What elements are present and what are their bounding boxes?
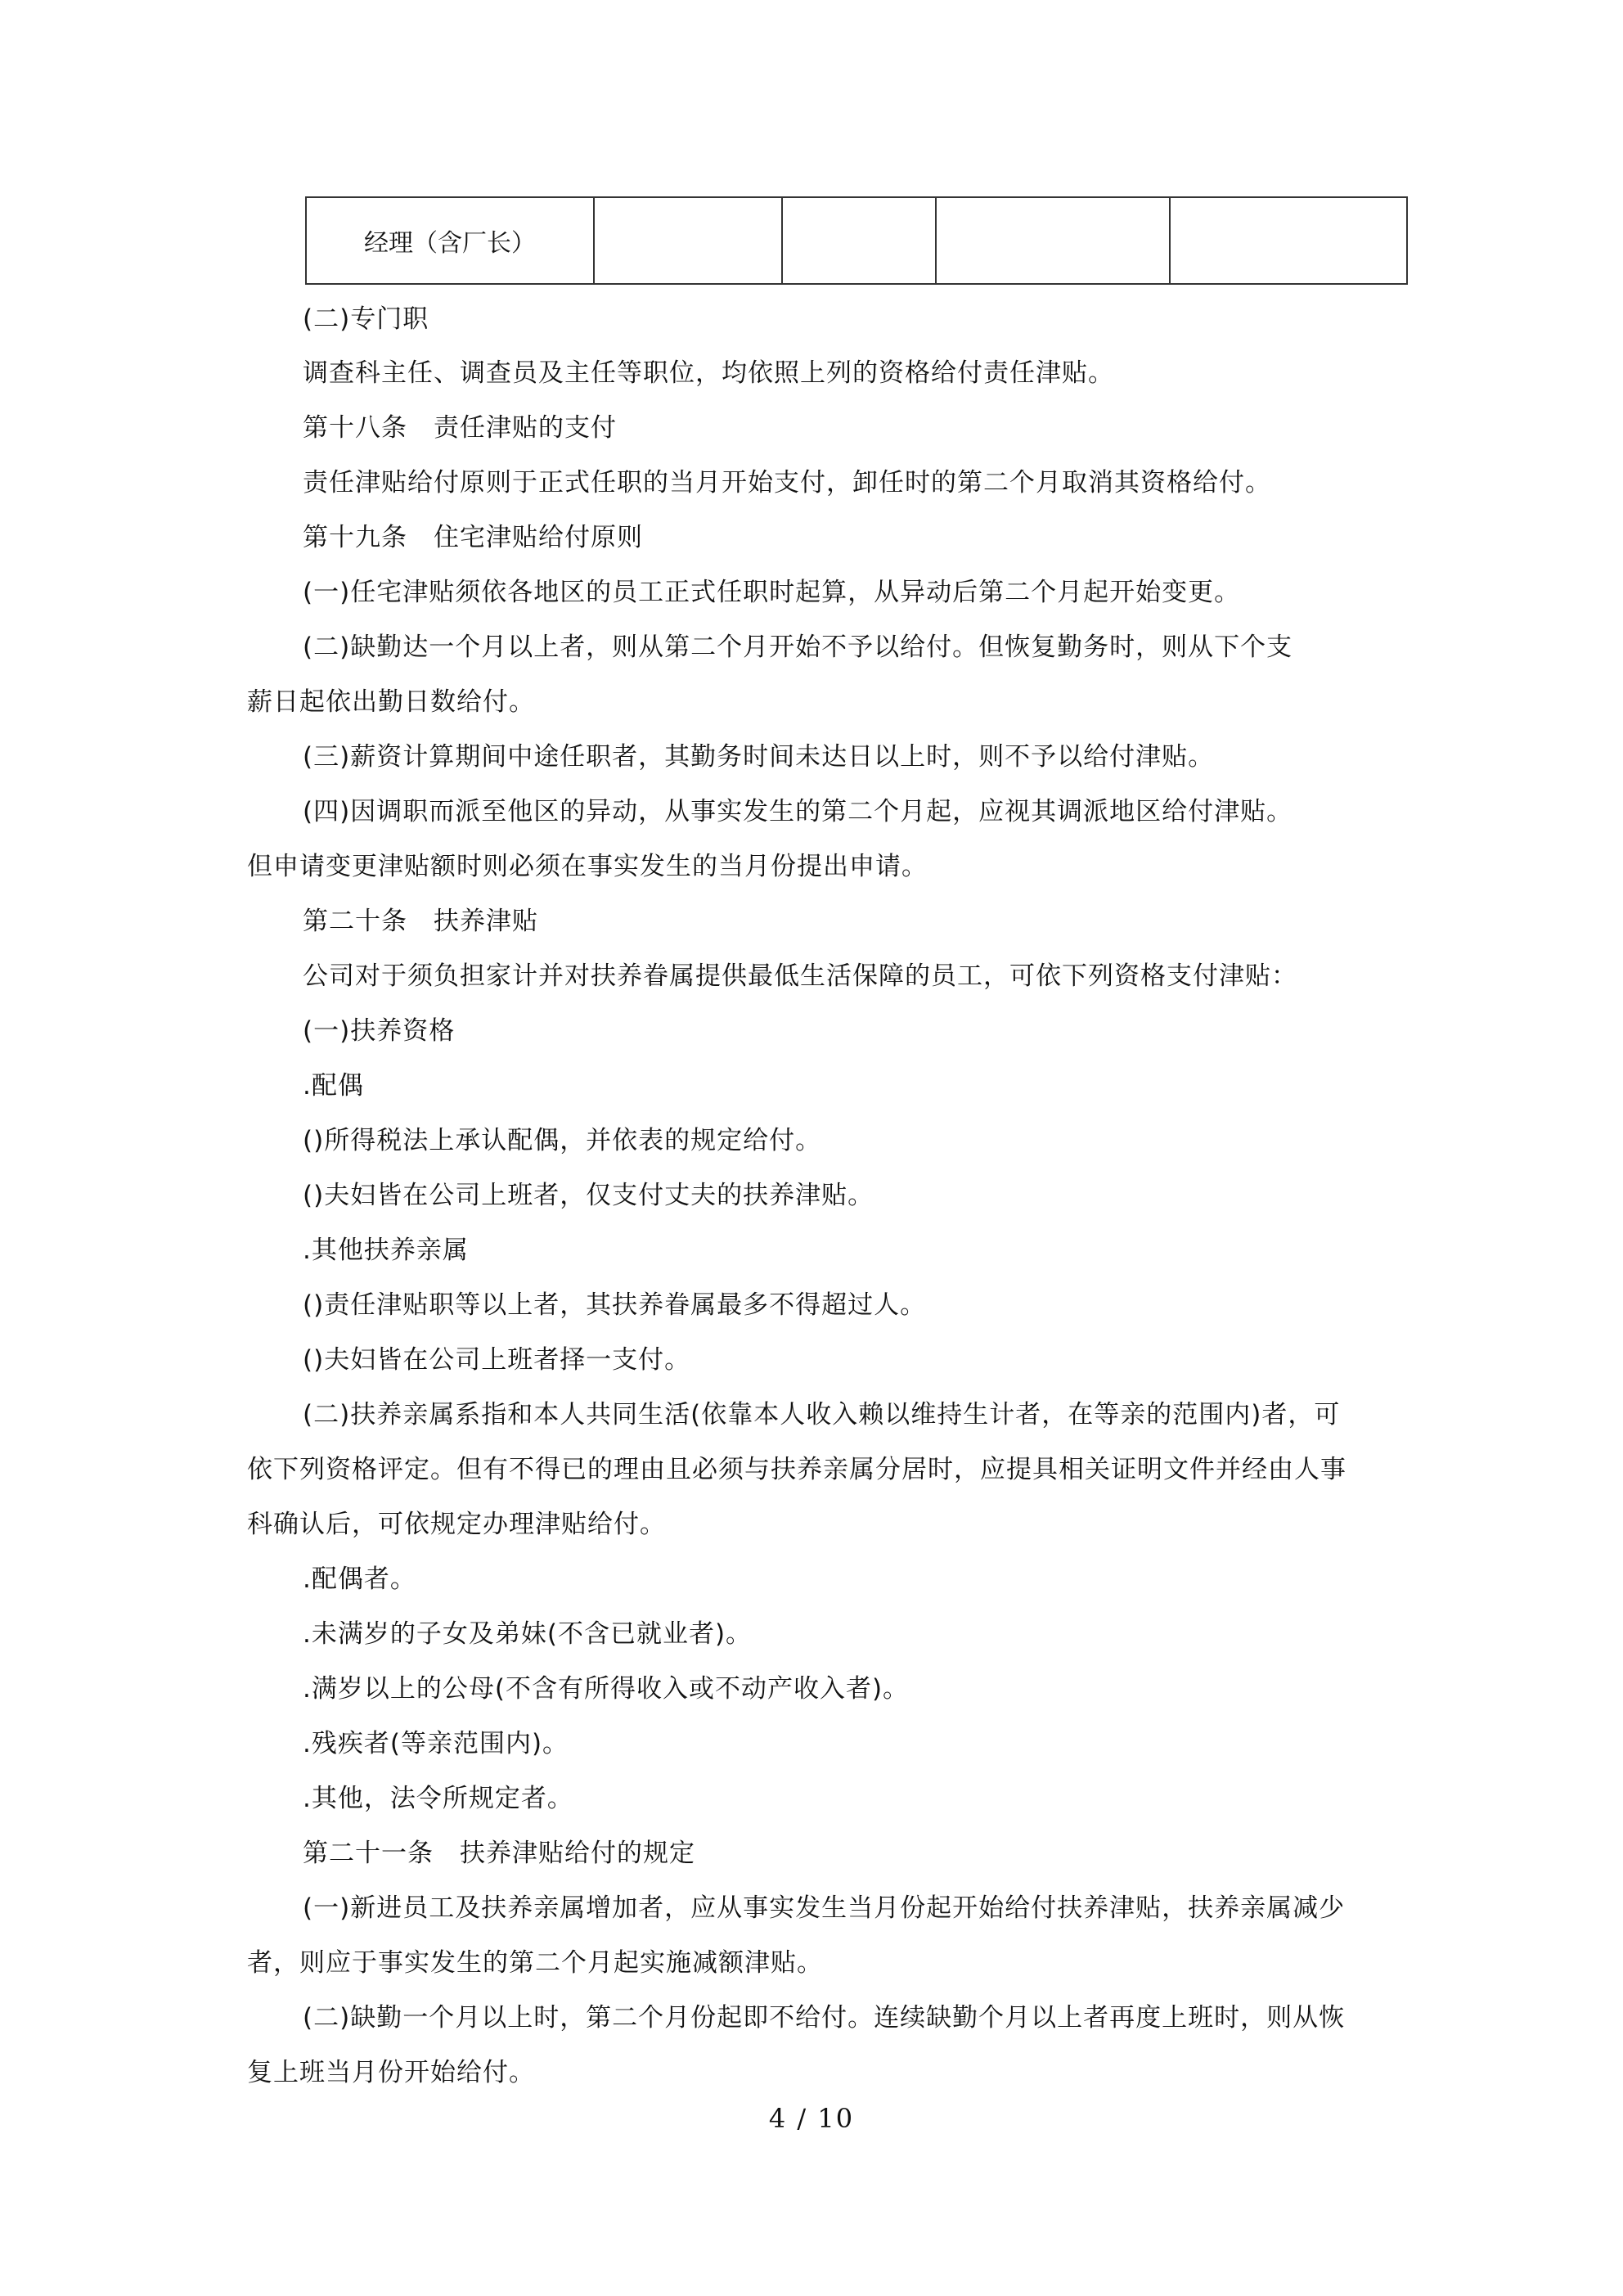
list-item: .未满岁的子女及弟妹(不含已就业者)。	[303, 1619, 753, 1649]
paragraph: (一)任宅津贴须依各地区的员工正式任职时起算，从异动后第二个月起开始变更。	[303, 578, 1241, 607]
list-item: .残疾者(等亲范围内)。	[303, 1729, 569, 1758]
article-heading: 第十九条 住宅津贴给付原则	[303, 523, 643, 552]
paragraph-continuation: 依下列资格评定。但有不得已的理由且必须与扶养亲属分居时，应提具相关证明文件并经由人事	[247, 1455, 1347, 1484]
table-row-label: 经理（含厂长）	[306, 197, 594, 284]
list-item: .其他，法令所规定者。	[303, 1784, 573, 1813]
list-item: .配偶者。	[303, 1564, 416, 1594]
paragraph: 公司对于须负担家计并对扶养眷属提供最低生活保障的员工，可依下列资格支付津贴：	[303, 961, 1297, 991]
paragraph: (二)缺勤达一个月以上者，则从第二个月开始不予以给付。但恢复勤务时，则从下个支	[303, 633, 1293, 662]
list-item: .满岁以上的公母(不含有所得收入或不动产收入者)。	[303, 1674, 910, 1704]
paragraph: (四)因调职而派至他区的异动，从事实发生的第二个月起，应视其调派地区给付津贴。	[303, 797, 1293, 826]
paragraph: (二)扶养亲属系指和本人共同生活(依靠本人收入赖以维持生计者，在等亲的范围内)者，可	[303, 1400, 1341, 1429]
paragraph: (二)缺勤一个月以上时，第二个月份起即不给付。连续缺勤个月以上者再度上班时，则从恢	[303, 2003, 1346, 2033]
list-item: .其他扶养亲属	[303, 1236, 469, 1265]
paragraph-continuation: 但申请变更津贴额时则必须在事实发生的当月份提出申请。	[247, 852, 928, 881]
section-heading: (二)专门职	[303, 304, 429, 334]
paragraph: (三)薪资计算期间中途任职者，其勤务时间未达日以上时，则不予以给付津贴。	[303, 742, 1215, 772]
section-heading: (一)扶养资格	[303, 1016, 456, 1046]
list-item: .配偶	[303, 1071, 364, 1101]
table-row	[306, 197, 1407, 284]
list-item: ()夫妇皆在公司上班者，仅支付丈夫的扶养津贴。	[303, 1181, 874, 1210]
table-cell	[1170, 197, 1407, 284]
paragraph-continuation: 复上班当月份开始给付。	[247, 2058, 535, 2087]
paragraph: (一)新进员工及扶养亲属增加者，应从事实发生当月份起开始给付扶养津贴，扶养亲属减少	[303, 1893, 1346, 1923]
table-cell	[782, 197, 936, 284]
position-allowance-table	[305, 196, 1408, 285]
paragraph: 责任津贴给付原则于正式任职的当月开始支付，卸任时的第二个月取消其资格给付。	[303, 468, 1271, 497]
page-number: 4 / 10	[768, 2103, 855, 2134]
list-item: ()所得税法上承认配偶，并依表的规定给付。	[303, 1126, 822, 1155]
article-heading: 第十八条 责任津贴的支付	[303, 413, 617, 443]
article-heading: 第二十条 扶养津贴	[303, 907, 538, 936]
paragraph-continuation: 科确认后，可依规定办理津贴给付。	[247, 1510, 666, 1539]
paragraph-continuation: 者，则应于事实发生的第二个月起实施减额津贴。	[247, 1948, 823, 1978]
table-cell	[594, 197, 782, 284]
paragraph-continuation: 薪日起依出勤日数给付。	[247, 687, 535, 717]
table-cell	[936, 197, 1170, 284]
list-item: ()夫妇皆在公司上班者择一支付。	[303, 1345, 691, 1375]
article-heading: 第二十一条 扶养津贴给付的规定	[303, 1839, 695, 1868]
list-item: ()责任津贴职等以上者，其扶养眷属最多不得超过人。	[303, 1290, 927, 1320]
paragraph: 调查科主任、调查员及主任等职位，均依照上列的资格给付责任津贴。	[303, 358, 1114, 388]
